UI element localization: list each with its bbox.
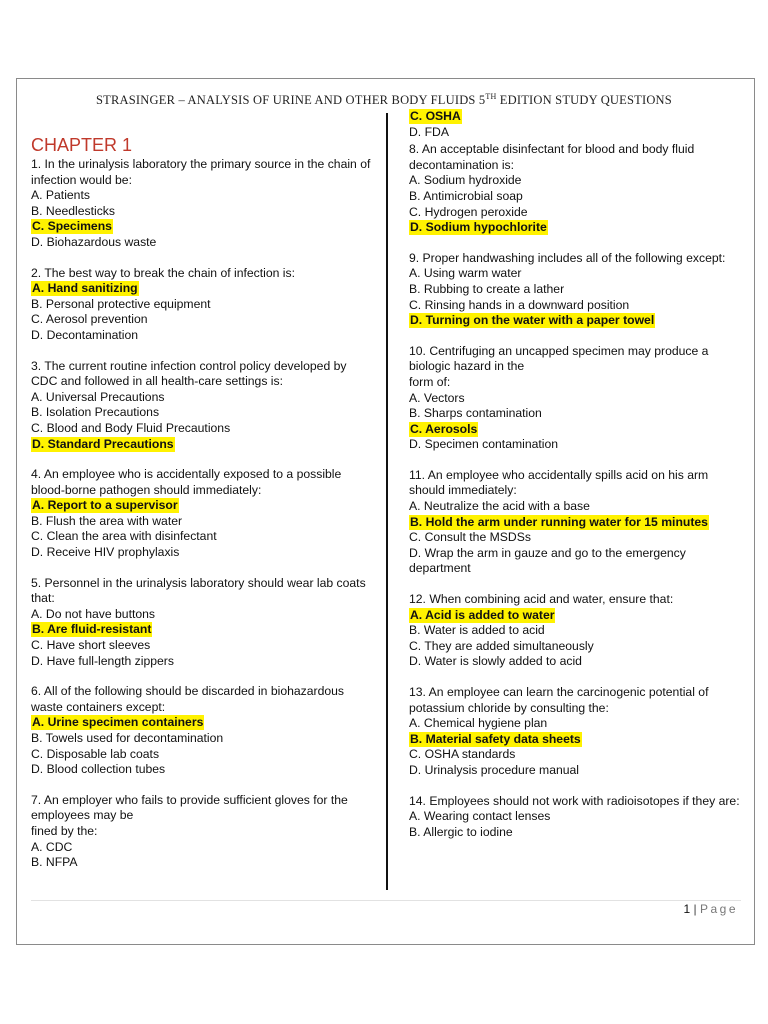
option-text: B. Antimicrobial soap bbox=[409, 188, 523, 203]
answer-option bbox=[31, 715, 371, 731]
option-text: C. Disposable lab coats bbox=[31, 746, 160, 761]
question-text: 2. The best way to break the chain of infection is: bbox=[31, 265, 295, 280]
highlighted-answer: C. Specimens bbox=[32, 219, 112, 234]
question-block bbox=[31, 266, 371, 344]
option-text: D. Urinalysis procedure manual bbox=[409, 762, 580, 777]
page-label: Page bbox=[699, 902, 738, 916]
highlighted-answer: D. Turning on the water with a paper towel bbox=[410, 313, 655, 328]
option-text: A. Universal Precautions bbox=[31, 389, 165, 404]
answer-option bbox=[409, 220, 744, 236]
question-text: 10. Centrifuging an uncapped specimen may produce a biologic hazard in the form of: bbox=[409, 343, 709, 389]
question-text: 7. An employer who fails to provide sufficient gloves for the employees may be fined by the: bbox=[31, 792, 348, 838]
question-text: 14. Employees should not work with radioisotopes if they are: bbox=[409, 793, 740, 808]
header-title-tail: EDITION STUDY QUESTIONS bbox=[496, 93, 672, 108]
option-text: C. Rinsing hands in a downward position bbox=[409, 297, 630, 312]
highlighted-answer: B. Material safety data sheets bbox=[410, 731, 581, 746]
question-block bbox=[31, 157, 371, 251]
question-text: 13. An employee can learn the carcinogenic potential of potassium chloride by consulting the: bbox=[409, 685, 709, 715]
question-block bbox=[409, 794, 744, 841]
answer-choice bbox=[409, 825, 744, 841]
highlighted-answer: D. Sodium hypochlorite bbox=[410, 220, 547, 235]
answer-option bbox=[409, 313, 744, 329]
answer-choice bbox=[31, 545, 371, 561]
answer-option bbox=[409, 732, 744, 748]
answer-choice bbox=[31, 405, 371, 421]
answer-choice bbox=[409, 654, 744, 670]
highlighted-answer: C. OSHA bbox=[410, 109, 461, 123]
option-text: A. Do not have buttons bbox=[31, 606, 155, 621]
answer-choice bbox=[31, 390, 371, 406]
option-text: B. Personal protective equipment bbox=[31, 296, 211, 311]
option-text: A. Patients bbox=[31, 188, 90, 203]
answer-choice bbox=[409, 298, 744, 314]
option-text: D. Have full-length zippers bbox=[31, 653, 174, 668]
answer-option bbox=[409, 608, 744, 624]
option-text: B. Flush the area with water bbox=[31, 513, 183, 528]
page-header bbox=[0, 92, 768, 108]
option-text: A. Wearing contact lenses bbox=[409, 809, 551, 824]
option-text: D. Specimen contamination bbox=[409, 437, 559, 452]
answer-choice bbox=[31, 747, 371, 763]
answer-choice bbox=[409, 763, 744, 779]
answer-choice bbox=[31, 204, 371, 220]
option-text: C. Hydrogen peroxide bbox=[409, 204, 528, 219]
answer-choice bbox=[31, 297, 371, 313]
option-text: A. CDC bbox=[31, 839, 73, 854]
question-block bbox=[31, 576, 371, 670]
answer-choice bbox=[409, 437, 744, 453]
question-text: 3. The current routine infection control policy developed by CDC and followed in all health-care settings is: bbox=[31, 358, 347, 389]
answer-choice bbox=[409, 747, 744, 763]
option-text: A. Vectors bbox=[409, 390, 465, 405]
answer-choice bbox=[409, 173, 744, 189]
page-separator: | bbox=[690, 902, 700, 916]
chapter-heading: CHAPTER 1 bbox=[31, 135, 133, 155]
question-text: 5. Personnel in the urinalysis laboratory should wear lab coats that: bbox=[31, 575, 366, 606]
answer-choice bbox=[31, 731, 371, 747]
answer-choice bbox=[31, 840, 371, 856]
page-number: 1 bbox=[683, 902, 691, 916]
header-title: STRASINGER – ANALYSIS OF URINE AND OTHER BODY FLUIDS 5 bbox=[96, 93, 486, 108]
option-text: D. Blood collection tubes bbox=[31, 762, 166, 777]
answer-choice bbox=[31, 188, 371, 204]
answer-choice bbox=[31, 762, 371, 778]
answer-choice bbox=[409, 809, 744, 825]
column-divider bbox=[386, 113, 388, 890]
question-block bbox=[31, 684, 371, 778]
question-continuation bbox=[409, 109, 744, 140]
answer-choice bbox=[31, 654, 371, 670]
question-text: 4. An employee who is accidentally exposed to a possible blood-borne pathogen should immediately: bbox=[31, 467, 342, 497]
question-block bbox=[31, 793, 371, 871]
option-text: A. Neutralize the acid with a base bbox=[409, 499, 590, 514]
option-text: A. Chemical hygiene plan bbox=[409, 716, 548, 731]
answer-choice bbox=[31, 529, 371, 545]
answer-choice bbox=[409, 530, 744, 546]
option-text: B. Needlesticks bbox=[31, 203, 115, 218]
option-text: D. Decontamination bbox=[31, 327, 139, 342]
answer-choice bbox=[409, 205, 744, 221]
answer-choice bbox=[409, 546, 744, 577]
answer-choice bbox=[31, 421, 371, 437]
option-text: B. NFPA bbox=[31, 855, 78, 870]
highlighted-answer: A. Report to a supervisor bbox=[32, 498, 178, 513]
answer-choice bbox=[409, 623, 744, 639]
answer-choice bbox=[409, 189, 744, 205]
option-text: C. Have short sleeves bbox=[31, 638, 151, 653]
answer-option bbox=[31, 622, 371, 638]
question-block bbox=[409, 685, 744, 779]
option-text: D. Receive HIV prophylaxis bbox=[31, 545, 180, 560]
answer-choice bbox=[409, 406, 744, 422]
answer-choice bbox=[409, 716, 744, 732]
answer-choice bbox=[409, 282, 744, 298]
header-superscript: TH bbox=[485, 92, 497, 101]
highlighted-answer: A. Hand sanitizing bbox=[32, 281, 138, 296]
answer-choice bbox=[31, 514, 371, 530]
page-footer bbox=[683, 902, 738, 916]
answer-choice bbox=[31, 312, 371, 328]
question-text: 9. Proper handwashing includes all of the following except: bbox=[409, 250, 726, 265]
answer-choice bbox=[409, 266, 744, 282]
question-text: 8. An acceptable disinfectant for blood and body fluid decontamination is: bbox=[409, 142, 695, 172]
left-column bbox=[31, 134, 371, 886]
footer-rule bbox=[31, 900, 741, 901]
answer-choice bbox=[409, 391, 744, 407]
question-text: 1. In the urinalysis laboratory the primary source in the chain of infection would be: bbox=[31, 157, 371, 187]
answer-choice bbox=[31, 638, 371, 654]
answer-choice bbox=[31, 607, 371, 623]
answer-option bbox=[31, 498, 371, 514]
answer-choice bbox=[409, 499, 744, 515]
option-text: B. Water is added to acid bbox=[409, 623, 545, 638]
option-text: D. Water is slowly added to acid bbox=[409, 654, 582, 669]
question-text: 12. When combining acid and water, ensure that: bbox=[409, 592, 674, 607]
option-text: A. Using warm water bbox=[409, 266, 522, 281]
answer-option bbox=[31, 437, 371, 453]
option-text: B. Isolation Precautions bbox=[31, 405, 160, 420]
question-block bbox=[409, 251, 744, 329]
answer-option bbox=[409, 515, 744, 531]
question-block bbox=[409, 344, 744, 453]
highlighted-answer: A. Urine specimen containers bbox=[32, 715, 204, 730]
question-text: 11. An employee who accidentally spills acid on his arm should immediately: bbox=[409, 467, 709, 498]
question-block bbox=[409, 142, 744, 236]
option-text: C. Clean the area with disinfectant bbox=[31, 529, 217, 544]
answer-choice bbox=[409, 639, 744, 655]
question-block bbox=[31, 467, 371, 561]
option-text: D. Wrap the arm in gauze and go to the emergency department bbox=[409, 545, 686, 576]
option-text: C. Aerosol prevention bbox=[31, 312, 148, 327]
answer-choice bbox=[31, 328, 371, 344]
answer-choice bbox=[31, 855, 371, 871]
right-column bbox=[409, 109, 744, 855]
option-text: D. Biohazardous waste bbox=[31, 234, 157, 249]
option-text: B. Sharps contamination bbox=[409, 406, 542, 421]
option-text: B. Towels used for decontamination bbox=[31, 731, 224, 745]
answer-choice bbox=[409, 125, 744, 141]
answer-option bbox=[31, 281, 371, 297]
highlighted-answer: C. Aerosols bbox=[410, 421, 478, 436]
highlighted-answer: D. Standard Precautions bbox=[32, 436, 174, 451]
question-block bbox=[409, 468, 744, 577]
answer-option bbox=[31, 219, 371, 235]
question-text: 6. All of the following should be discarded in biohazardous waste containers except: bbox=[31, 684, 345, 714]
option-text: B. Allergic to iodine bbox=[409, 824, 513, 839]
highlighted-answer: B. Hold the arm under running water for 15 minutes bbox=[410, 514, 708, 529]
highlighted-answer: A. Acid is added to water bbox=[410, 607, 555, 622]
option-text: C. They are added simultaneously bbox=[409, 638, 594, 653]
question-block bbox=[31, 359, 371, 453]
answer-option bbox=[409, 109, 744, 125]
answer-choice bbox=[31, 235, 371, 251]
option-text: D. FDA bbox=[409, 124, 449, 139]
option-text: C. Blood and Body Fluid Precautions bbox=[31, 420, 231, 435]
highlighted-answer: B. Are fluid-resistant bbox=[32, 622, 152, 637]
option-text: A. Sodium hydroxide bbox=[409, 173, 522, 188]
option-text: C. Consult the MSDSs bbox=[409, 530, 531, 545]
question-block bbox=[409, 592, 744, 670]
answer-option bbox=[409, 422, 744, 438]
option-text: C. OSHA standards bbox=[409, 747, 516, 762]
option-text: B. Rubbing to create a lather bbox=[409, 281, 565, 296]
